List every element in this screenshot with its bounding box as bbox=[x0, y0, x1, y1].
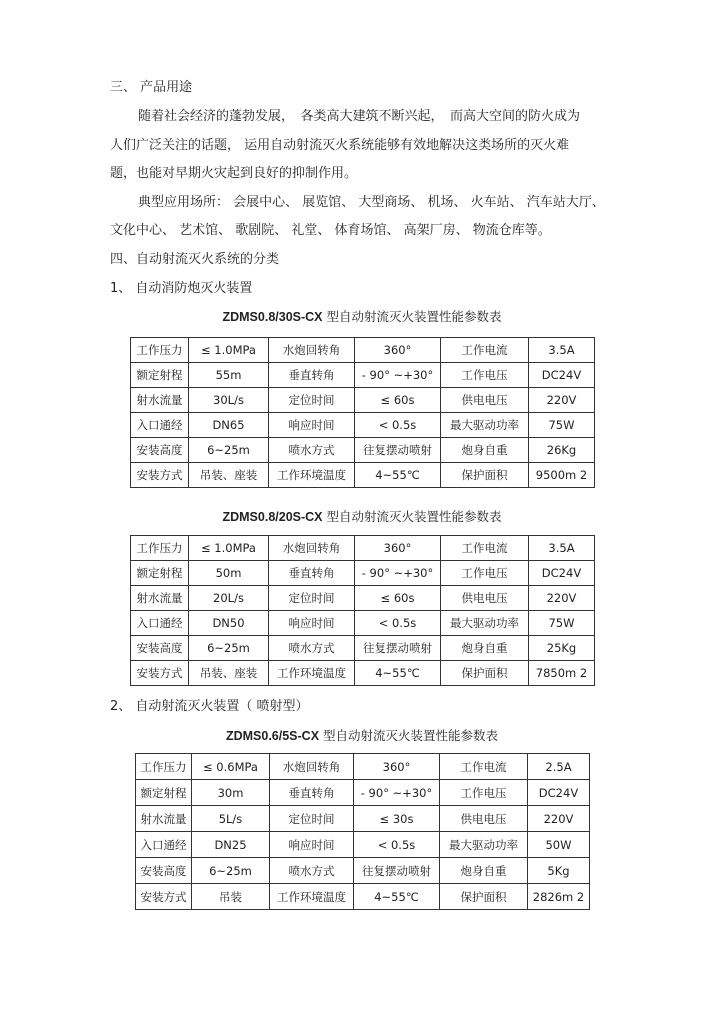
param-label-cell: 额定射程 bbox=[131, 363, 189, 388]
param-value-cell: 50m bbox=[189, 561, 269, 586]
section3-heading: 三、 产品用途 bbox=[110, 80, 193, 95]
param-value-cell: 4~55℃ bbox=[355, 661, 441, 686]
param-value-cell: 4~55℃ bbox=[355, 463, 441, 488]
table-row bbox=[136, 858, 590, 884]
param-label-cell: 喷水方式 bbox=[269, 636, 355, 661]
param-label-cell: 喷水方式 bbox=[269, 438, 355, 463]
param-value-cell: 2.5A bbox=[528, 754, 590, 780]
param-value-cell: ≤ 30s bbox=[354, 806, 440, 832]
param-value-cell: 50W bbox=[528, 832, 590, 858]
param-value-cell: 9500m 2 bbox=[529, 463, 595, 488]
param-label-cell: 工作电压 bbox=[441, 363, 529, 388]
param-label-cell: 工作电流 bbox=[440, 754, 528, 780]
param-label-cell: 额定射程 bbox=[131, 561, 189, 586]
param-label-cell: 炮身自重 bbox=[441, 438, 529, 463]
param-value-cell: 吊装、座装 bbox=[189, 661, 269, 686]
param-value-cell: 55m bbox=[189, 363, 269, 388]
table-row bbox=[131, 611, 595, 636]
param-value-cell: 220V bbox=[529, 388, 595, 413]
param-label-cell: 水炮回转角 bbox=[269, 536, 355, 561]
table-row bbox=[131, 463, 595, 488]
param-label-cell: 射水流量 bbox=[131, 388, 189, 413]
param-label-cell: 安装高度 bbox=[136, 858, 192, 884]
table2-model: ZDMS0.8/20S-CX bbox=[222, 510, 323, 524]
param-label-cell: 定位时间 bbox=[270, 806, 354, 832]
param-label-cell: 工作电压 bbox=[440, 780, 528, 806]
param-label-cell: 供电电压 bbox=[440, 806, 528, 832]
param-value-cell: - 90° ~+30° bbox=[354, 780, 440, 806]
param-label-cell: 安装高度 bbox=[131, 438, 189, 463]
param-label-cell: 水炮回转角 bbox=[270, 754, 354, 780]
param-label-cell: 最大驱动功率 bbox=[441, 413, 529, 438]
param-label-cell: 工作电流 bbox=[441, 338, 529, 363]
param-label-cell: 安装方式 bbox=[136, 884, 192, 910]
param-label-cell: 工作电压 bbox=[441, 561, 529, 586]
param-label-cell: 供电电压 bbox=[441, 586, 529, 611]
param-value-cell: 7850m 2 bbox=[529, 661, 595, 686]
param-label-cell: 入口通经 bbox=[131, 611, 189, 636]
table-row bbox=[131, 536, 595, 561]
param-value-cell: 往复摆动喷射 bbox=[354, 858, 440, 884]
param-value-cell: 往复摆动喷射 bbox=[355, 438, 441, 463]
param-label-cell: 射水流量 bbox=[136, 806, 192, 832]
param-label-cell: 垂直转角 bbox=[270, 780, 354, 806]
param-value-cell: 5Kg bbox=[528, 858, 590, 884]
para2-line2: 文化中心、 艺术馆、 歌剧院、 礼堂、 体育场馆、 高架厂房、 物流仓库等。 bbox=[110, 223, 551, 238]
param-value-cell: 360° bbox=[355, 338, 441, 363]
param-value-cell: DC24V bbox=[529, 363, 595, 388]
para1-line2: 人们广泛关注的话题， 运用自动射流灭火系统能够有效地解决这类场所的灭火难 bbox=[110, 138, 570, 153]
param-value-cell: 26Kg bbox=[529, 438, 595, 463]
table-row bbox=[136, 884, 590, 910]
param-value-cell: 20L/s bbox=[189, 586, 269, 611]
param-value-cell: - 90° ~+30° bbox=[355, 363, 441, 388]
param-label-cell: 工作压力 bbox=[131, 338, 189, 363]
subsection1-heading: 1、 自动消防炮灭火装置 bbox=[110, 281, 253, 296]
param-value-cell: DN50 bbox=[189, 611, 269, 636]
table-row bbox=[131, 338, 595, 363]
param-value-cell: 30m bbox=[192, 780, 270, 806]
param-label-cell: 安装方式 bbox=[131, 661, 189, 686]
param-label-cell: 额定射程 bbox=[136, 780, 192, 806]
table-row bbox=[136, 780, 590, 806]
param-value-cell: DN65 bbox=[189, 413, 269, 438]
spec-table-2 bbox=[130, 535, 595, 686]
param-label-cell: 入口通经 bbox=[131, 413, 189, 438]
param-label-cell: 工作压力 bbox=[131, 536, 189, 561]
spec-table-1 bbox=[130, 337, 595, 488]
param-value-cell: 5L/s bbox=[192, 806, 270, 832]
table-row bbox=[131, 661, 595, 686]
para1-line3: 题，也能对早期火灾起到良好的抑制作用。 bbox=[110, 166, 358, 181]
param-value-cell: < 0.5s bbox=[354, 832, 440, 858]
param-label-cell: 工作电流 bbox=[441, 536, 529, 561]
param-label-cell: 工作环境温度 bbox=[270, 884, 354, 910]
table-row bbox=[131, 636, 595, 661]
param-value-cell: DC24V bbox=[529, 561, 595, 586]
param-value-cell: < 0.5s bbox=[355, 611, 441, 636]
table1-title bbox=[0, 308, 724, 326]
param-value-cell: ≤ 1.0MPa bbox=[189, 536, 269, 561]
table3-title-suffix: 型自动射流灭火装置性能参数表 bbox=[319, 728, 499, 743]
param-label-cell: 安装方式 bbox=[131, 463, 189, 488]
param-label-cell: 保护面积 bbox=[441, 463, 529, 488]
table-row bbox=[136, 832, 590, 858]
param-value-cell: 360° bbox=[354, 754, 440, 780]
param-value-cell: < 0.5s bbox=[355, 413, 441, 438]
param-label-cell: 保护面积 bbox=[440, 884, 528, 910]
table1-model: ZDMS0.8/30S-CX bbox=[222, 310, 323, 324]
param-value-cell: 3.5A bbox=[529, 536, 595, 561]
table3-title bbox=[0, 727, 724, 745]
param-label-cell: 定位时间 bbox=[269, 586, 355, 611]
param-value-cell: ≤ 60s bbox=[355, 586, 441, 611]
param-value-cell: ≤ 1.0MPa bbox=[189, 338, 269, 363]
param-label-cell: 定位时间 bbox=[269, 388, 355, 413]
section4-heading: 四、自动射流灭火系统的分类 bbox=[110, 252, 280, 267]
param-value-cell: 75W bbox=[529, 611, 595, 636]
param-label-cell: 响应时间 bbox=[269, 413, 355, 438]
table-row bbox=[136, 806, 590, 832]
param-value-cell: 6~25m bbox=[189, 636, 269, 661]
param-value-cell: ≤ 60s bbox=[355, 388, 441, 413]
table2-title-suffix: 型自动射流灭火装置性能参数表 bbox=[322, 509, 502, 524]
param-label-cell: 喷水方式 bbox=[270, 858, 354, 884]
param-label-cell: 最大驱动功率 bbox=[440, 832, 528, 858]
param-label-cell: 工作环境温度 bbox=[269, 661, 355, 686]
param-value-cell: 往复摆动喷射 bbox=[355, 636, 441, 661]
table3-model: ZDMS0.6/5S-CX bbox=[225, 729, 320, 743]
table1-title-suffix: 型自动射流灭火装置性能参数表 bbox=[322, 309, 502, 324]
param-value-cell: 25Kg bbox=[529, 636, 595, 661]
param-label-cell: 垂直转角 bbox=[269, 363, 355, 388]
param-label-cell: 工作环境温度 bbox=[269, 463, 355, 488]
param-label-cell: 保护面积 bbox=[441, 661, 529, 686]
param-label-cell: 入口通经 bbox=[136, 832, 192, 858]
table-row bbox=[131, 363, 595, 388]
param-value-cell: 6~25m bbox=[189, 438, 269, 463]
param-value-cell: ≤ 0.6MPa bbox=[192, 754, 270, 780]
para2-line1: 典型应用场所： 会展中心、 展览馆、 大型商场、 机场、 火车站、 汽车站大厅、 bbox=[138, 195, 605, 210]
param-value-cell: 360° bbox=[355, 536, 441, 561]
table2-title bbox=[0, 508, 724, 526]
param-value-cell: 3.5A bbox=[529, 338, 595, 363]
table-row bbox=[131, 413, 595, 438]
param-label-cell: 安装高度 bbox=[131, 636, 189, 661]
param-label-cell: 供电电压 bbox=[441, 388, 529, 413]
param-value-cell: 4~55℃ bbox=[354, 884, 440, 910]
para1-line1: 随着社会经济的蓬勃发展， 各类高大建筑不断兴起， 而高大空间的防火成为 bbox=[138, 109, 581, 124]
param-label-cell: 射水流量 bbox=[131, 586, 189, 611]
table-row bbox=[136, 754, 590, 780]
subsection2-heading: 2、 自动射流灭火装置（ 喷射型） bbox=[110, 699, 309, 714]
param-label-cell: 工作压力 bbox=[136, 754, 192, 780]
param-value-cell: 30L/s bbox=[189, 388, 269, 413]
param-value-cell: 75W bbox=[529, 413, 595, 438]
param-label-cell: 垂直转角 bbox=[269, 561, 355, 586]
param-label-cell: 炮身自重 bbox=[440, 858, 528, 884]
param-value-cell: 吊装、座装 bbox=[189, 463, 269, 488]
param-value-cell: DN25 bbox=[192, 832, 270, 858]
param-value-cell: 吊装 bbox=[192, 884, 270, 910]
param-label-cell: 响应时间 bbox=[269, 611, 355, 636]
param-value-cell: 2826m 2 bbox=[528, 884, 590, 910]
table-row bbox=[131, 561, 595, 586]
param-label-cell: 响应时间 bbox=[270, 832, 354, 858]
table-row bbox=[131, 388, 595, 413]
param-value-cell: - 90° ~+30° bbox=[355, 561, 441, 586]
table-row bbox=[131, 586, 595, 611]
param-label-cell: 炮身自重 bbox=[441, 636, 529, 661]
spec-table-3 bbox=[135, 753, 590, 910]
param-label-cell: 水炮回转角 bbox=[269, 338, 355, 363]
param-label-cell: 最大驱动功率 bbox=[441, 611, 529, 636]
param-value-cell: 220V bbox=[529, 586, 595, 611]
table-row bbox=[131, 438, 595, 463]
param-value-cell: 220V bbox=[528, 806, 590, 832]
param-value-cell: DC24V bbox=[528, 780, 590, 806]
param-value-cell: 6~25m bbox=[192, 858, 270, 884]
